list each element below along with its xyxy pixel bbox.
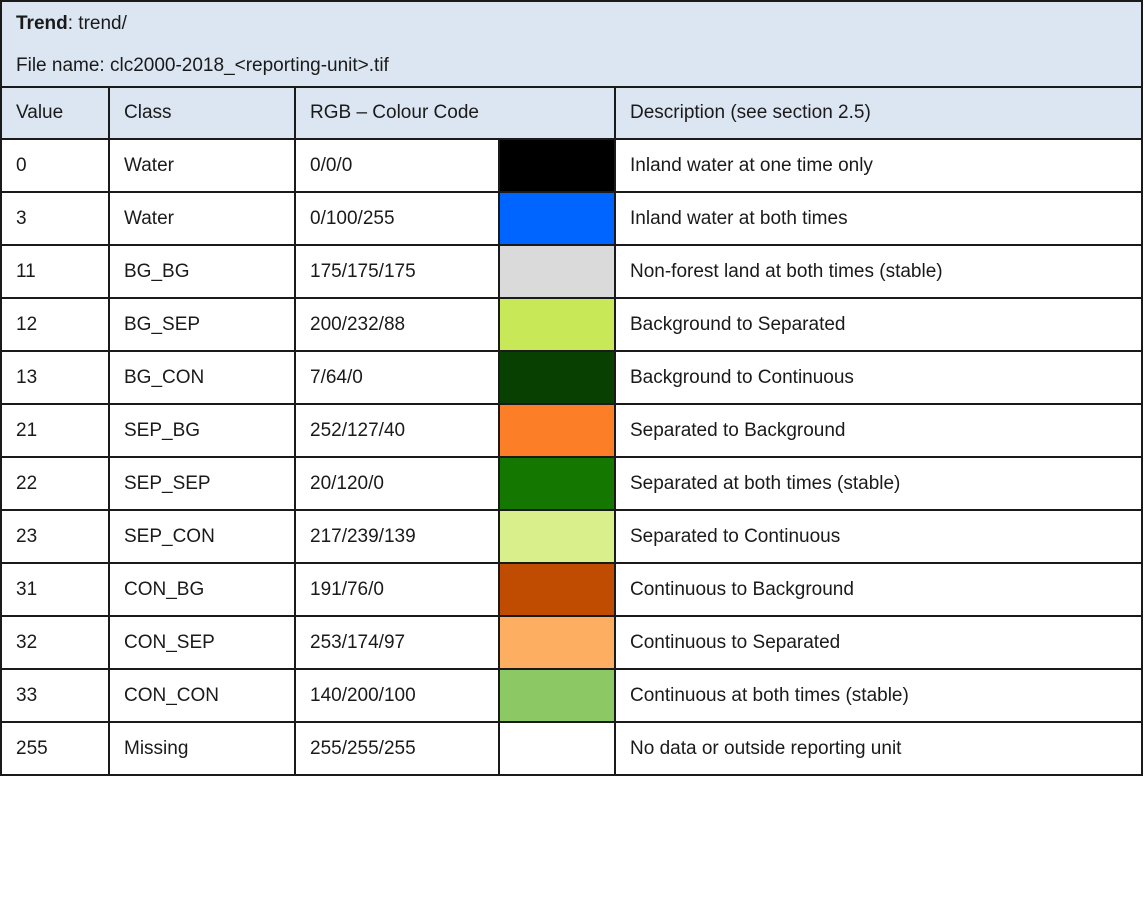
rgb-cell: 7/64/0 [295, 351, 499, 404]
colour-swatch [500, 299, 614, 350]
class-cell: Water [109, 139, 295, 192]
colour-swatch [500, 511, 614, 562]
colour-swatch-cell [499, 139, 615, 192]
trend-row [1, 1, 1142, 45]
colour-swatch [500, 458, 614, 509]
colour-swatch-cell [499, 404, 615, 457]
description-cell: Inland water at both times [615, 192, 1142, 245]
class-cell: Missing [109, 722, 295, 775]
class-cell: BG_BG [109, 245, 295, 298]
table-row [1, 563, 1142, 616]
table-row [1, 351, 1142, 404]
class-cell: Water [109, 192, 295, 245]
colour-swatch [500, 193, 614, 244]
description-cell: Continuous at both times (stable) [615, 669, 1142, 722]
description-cell: Non-forest land at both times (stable) [615, 245, 1142, 298]
column-header-class: Class [109, 87, 295, 139]
value-cell: 21 [1, 404, 109, 457]
table-row [1, 722, 1142, 775]
value-cell: 11 [1, 245, 109, 298]
rgb-cell: 20/120/0 [295, 457, 499, 510]
description-cell: No data or outside reporting unit [615, 722, 1142, 775]
colour-swatch [500, 352, 614, 403]
column-header-row [1, 87, 1142, 139]
value-cell: 23 [1, 510, 109, 563]
trend-cell [1, 1, 1142, 45]
colour-swatch-cell [499, 351, 615, 404]
description-cell: Background to Separated [615, 298, 1142, 351]
class-cell: SEP_BG [109, 404, 295, 457]
description-cell: Separated at both times (stable) [615, 457, 1142, 510]
colour-swatch [500, 670, 614, 721]
colour-swatch-cell [499, 616, 615, 669]
file-name-row [1, 45, 1142, 87]
description-cell: Background to Continuous [615, 351, 1142, 404]
value-cell: 22 [1, 457, 109, 510]
value-cell: 0 [1, 139, 109, 192]
table-row [1, 192, 1142, 245]
value-cell: 3 [1, 192, 109, 245]
colour-swatch [500, 246, 614, 297]
description-cell: Continuous to Background [615, 563, 1142, 616]
rgb-cell: 255/255/255 [295, 722, 499, 775]
class-cell: BG_CON [109, 351, 295, 404]
description-cell: Separated to Continuous [615, 510, 1142, 563]
description-cell: Inland water at one time only [615, 139, 1142, 192]
table-row [1, 616, 1142, 669]
rgb-cell: 175/175/175 [295, 245, 499, 298]
rgb-cell: 0/100/255 [295, 192, 499, 245]
colour-swatch-cell [499, 192, 615, 245]
colour-swatch [500, 140, 614, 191]
class-cell: SEP_CON [109, 510, 295, 563]
rgb-cell: 252/127/40 [295, 404, 499, 457]
colour-swatch-cell [499, 298, 615, 351]
rgb-cell: 140/200/100 [295, 669, 499, 722]
value-cell: 33 [1, 669, 109, 722]
class-cell: CON_SEP [109, 616, 295, 669]
colour-swatch [500, 405, 614, 456]
column-header-rgb: RGB – Colour Code [295, 87, 615, 139]
colour-swatch-cell [499, 722, 615, 775]
rgb-cell: 253/174/97 [295, 616, 499, 669]
table-row [1, 139, 1142, 192]
colour-swatch-cell [499, 669, 615, 722]
value-cell: 32 [1, 616, 109, 669]
colour-swatch-cell [499, 510, 615, 563]
trend-value: : trend/ [67, 12, 127, 34]
class-cell: SEP_SEP [109, 457, 295, 510]
rgb-cell: 217/239/139 [295, 510, 499, 563]
class-cell: CON_CON [109, 669, 295, 722]
table-row [1, 457, 1142, 510]
colour-swatch [500, 617, 614, 668]
colour-swatch-cell [499, 563, 615, 616]
colour-swatch-cell [499, 245, 615, 298]
colour-swatch-cell [499, 457, 615, 510]
value-cell: 31 [1, 563, 109, 616]
description-cell: Continuous to Separated [615, 616, 1142, 669]
trend-label: Trend [16, 12, 68, 34]
rgb-cell: 200/232/88 [295, 298, 499, 351]
rgb-cell: 0/0/0 [295, 139, 499, 192]
rgb-cell: 191/76/0 [295, 563, 499, 616]
column-header-value: Value [1, 87, 109, 139]
description-cell: Separated to Background [615, 404, 1142, 457]
value-cell: 255 [1, 722, 109, 775]
table-row [1, 298, 1142, 351]
class-cell: BG_SEP [109, 298, 295, 351]
class-cell: CON_BG [109, 563, 295, 616]
colour-swatch [500, 564, 614, 615]
table-row [1, 510, 1142, 563]
file-name: File name: clc2000-2018_<reporting-unit>.tif [1, 45, 1142, 87]
table-row [1, 245, 1142, 298]
value-cell: 12 [1, 298, 109, 351]
table-row [1, 669, 1142, 722]
table-row [1, 404, 1142, 457]
value-cell: 13 [1, 351, 109, 404]
colour-swatch [500, 723, 614, 774]
column-header-description: Description (see section 2.5) [615, 87, 1142, 139]
